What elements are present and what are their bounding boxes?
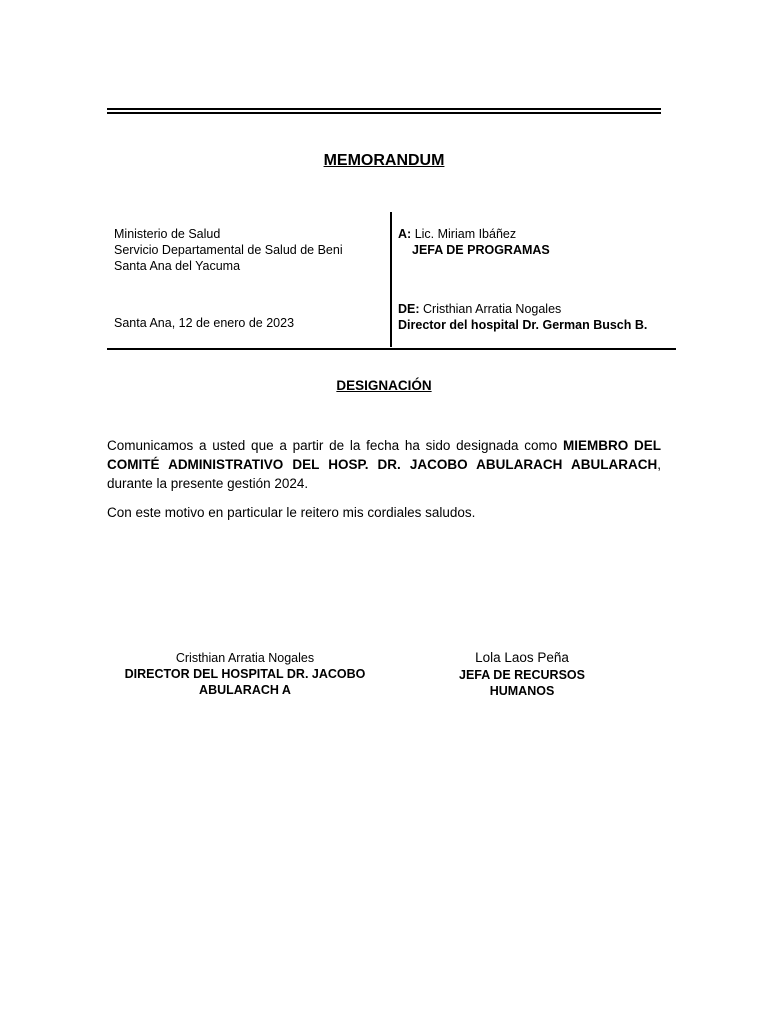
- body-paragraph-2: Con este motivo en particular le reitero mis cordiales saludos.: [107, 505, 476, 520]
- sender-label: DE:: [398, 302, 420, 316]
- sender-org-line-3: Santa Ana del Yacuma: [114, 259, 241, 273]
- sender-name: Cristhian Arratia Nogales: [423, 302, 562, 316]
- header-bottom-rule: [107, 348, 676, 350]
- signature-name: Lola Laos Peña: [475, 650, 569, 665]
- recipient-label: A:: [398, 227, 412, 241]
- signature-block-hr: [432, 650, 612, 699]
- sender-block: [398, 301, 647, 333]
- recipient-block: [398, 226, 550, 258]
- subject-heading: DESIGNACIÓN: [336, 378, 432, 393]
- document-title: MEMORANDUM: [323, 152, 445, 169]
- recipient-title: JEFA DE PROGRAMAS: [412, 243, 550, 257]
- sender-organization: [114, 226, 343, 274]
- signature-name: Cristhian Arratia Nogales: [175, 651, 315, 665]
- signature-block-director: [115, 650, 375, 698]
- body-p1-end: , durante la presente gestión 2024.: [107, 457, 661, 491]
- signature-title: DIRECTOR DEL HOSPITAL DR. JACOBO ABULARACH A: [124, 667, 366, 697]
- body-p1-start: Comunicamos a usted que a partir de la fecha ha sido designada como: [107, 438, 563, 453]
- top-double-rule: [107, 108, 661, 114]
- body-paragraph-1: [107, 436, 661, 493]
- recipient-name: Lic. Miriam Ibáñez: [414, 227, 517, 241]
- sender-org-line-1: Ministerio de Salud: [114, 227, 221, 241]
- sender-title: Director del hospital Dr. German Busch B.: [398, 318, 648, 332]
- document-date: Santa Ana, 12 de enero de 2023: [114, 316, 295, 330]
- signature-title: JEFA DE RECURSOS HUMANOS: [459, 668, 585, 698]
- header-vertical-divider: [390, 212, 392, 347]
- sender-org-line-2: Servicio Departamental de Salud de Beni: [114, 243, 343, 257]
- body-p1-bold: MIEMBRO DEL COMITÉ ADMINISTRATIVO DEL HOSP. DR. JACOBO ABULARACH ABULARACH: [107, 438, 661, 472]
